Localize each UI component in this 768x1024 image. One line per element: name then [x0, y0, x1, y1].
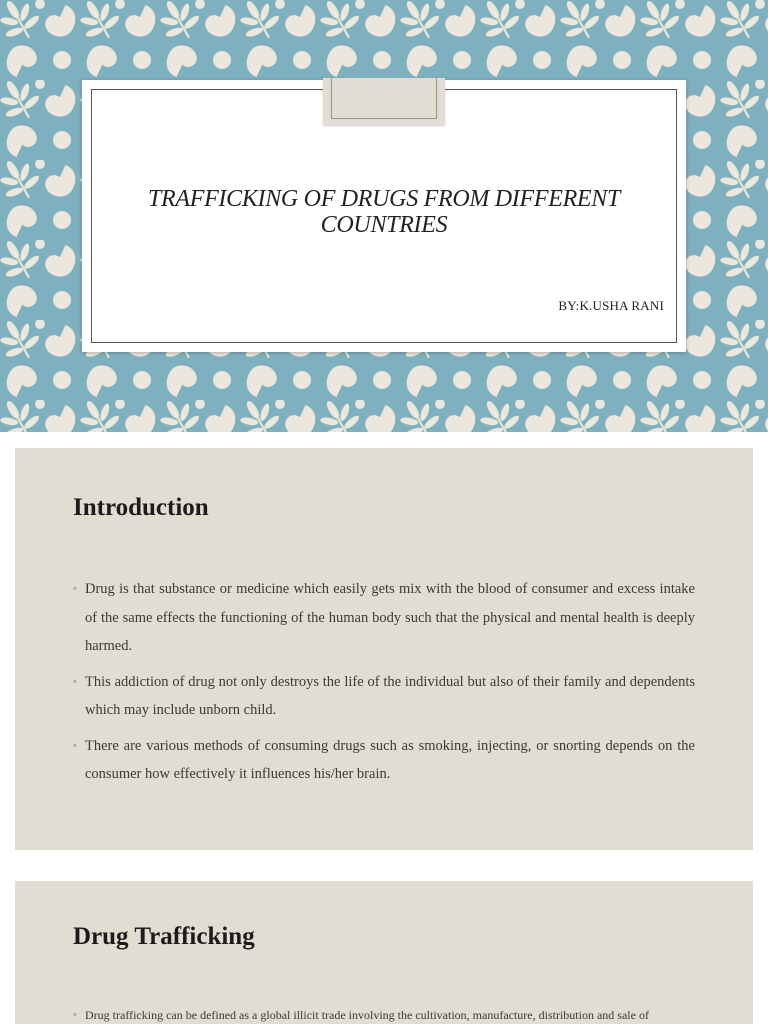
slide-heading: Introduction	[73, 494, 209, 521]
introduction-slide	[15, 448, 753, 850]
bullet-list	[73, 1007, 695, 1023]
title-card-tab	[323, 78, 445, 125]
author-byline: BY:K.USHA RANI	[558, 298, 664, 313]
list-item: ◦ Drug is that substance or medicine which easily gets mix with the blood of consumer and excess intake of the same effects the functioning of the human body such that the physical and mental health is deeply harmed.	[73, 575, 695, 661]
list-item: ◦ There are various methods of consuming drugs such as smoking, injecting, or snorting depends on the consumer how effectively it influences his/her brain.	[73, 732, 695, 789]
list-item: ◦ This addiction of drug not only destroys the life of the individual but also of their family and dependents which may include unborn child.	[73, 668, 695, 725]
title-slide	[0, 0, 768, 432]
bullet-icon: ◦	[73, 739, 77, 752]
presentation-title: TRAFFICKING OF DRUGS FROM DIFFERENT COUNTRIES	[147, 186, 621, 238]
drug-trafficking-slide	[15, 881, 753, 1024]
bullet-list	[73, 575, 695, 796]
list-item: ◦ Drug trafficking can be defined as a global illicit trade involving the cultivation, manufacture, distribution and sale of	[73, 1008, 649, 1022]
bullet-icon: ◦	[73, 1009, 77, 1021]
title-card	[82, 80, 686, 352]
slide-heading: Drug Trafficking	[73, 923, 255, 950]
bullet-icon: ◦	[73, 675, 77, 688]
bullet-icon: ◦	[73, 583, 77, 595]
